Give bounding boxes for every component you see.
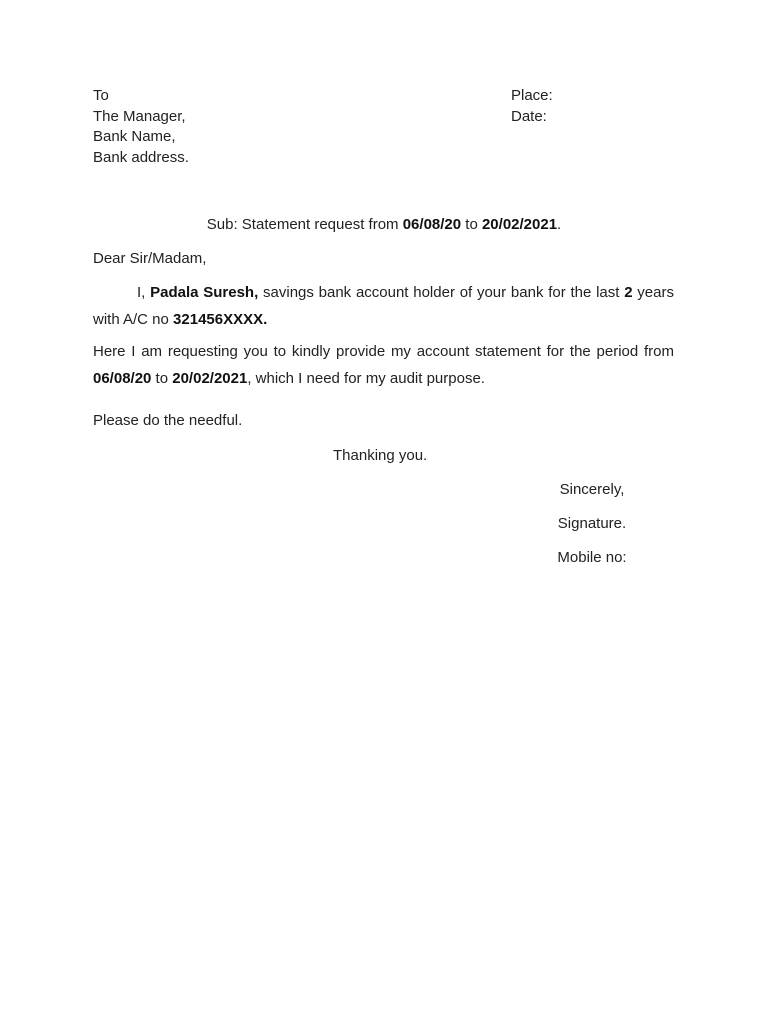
years-count: 2 xyxy=(624,284,633,301)
salutation: Dear Sir/Madam, xyxy=(93,250,207,267)
sincerely-line: Sincerely, xyxy=(559,481,625,498)
recipient-to: To xyxy=(93,87,109,104)
date-label: Date: xyxy=(511,107,547,125)
paragraph-intro xyxy=(93,280,674,333)
needful-line: Please do the needful. xyxy=(93,412,243,429)
paragraph-intro-start: I, xyxy=(137,284,151,301)
recipient-bank-address: Bank address. xyxy=(93,148,189,166)
account-number: 321456XXXX. xyxy=(173,310,268,328)
request-purpose: , which I need for my audit purpose. xyxy=(247,369,485,387)
recipient-title: The Manager, xyxy=(93,107,186,125)
request-from-date: 06/08/20 xyxy=(93,369,152,387)
mobile-line: Mobile no: xyxy=(557,549,627,566)
request-to-date: 20/02/2021 xyxy=(172,369,248,387)
account-holder-name: Padala Suresh, xyxy=(150,284,259,301)
subject-connector: to xyxy=(461,216,482,233)
subject-to-date: 20/02/2021 xyxy=(481,216,558,233)
subject-line xyxy=(0,216,768,233)
recipient-bank-name: Bank Name, xyxy=(93,128,176,145)
paragraph-request-text: Here I am requesting you to kindly provide my account statement for the period from xyxy=(93,343,674,360)
paragraph-intro-middle: savings bank account holder of your bank for the last xyxy=(258,284,625,301)
subject-suffix: . xyxy=(557,216,562,233)
subject-from-date: 06/08/20 xyxy=(402,216,462,233)
letter-meta xyxy=(511,86,553,127)
paragraph-request xyxy=(93,339,674,392)
subject-prefix: Sub: Statement request from xyxy=(206,216,403,233)
place-label: Place: xyxy=(511,87,553,104)
recipient-address xyxy=(93,86,189,168)
paragraph-intro-account-text: years with A/C no xyxy=(93,284,674,328)
request-connector: to xyxy=(151,369,173,387)
thanking-line: Thanking you. xyxy=(333,447,428,464)
signature-line: Signature. xyxy=(557,515,627,532)
